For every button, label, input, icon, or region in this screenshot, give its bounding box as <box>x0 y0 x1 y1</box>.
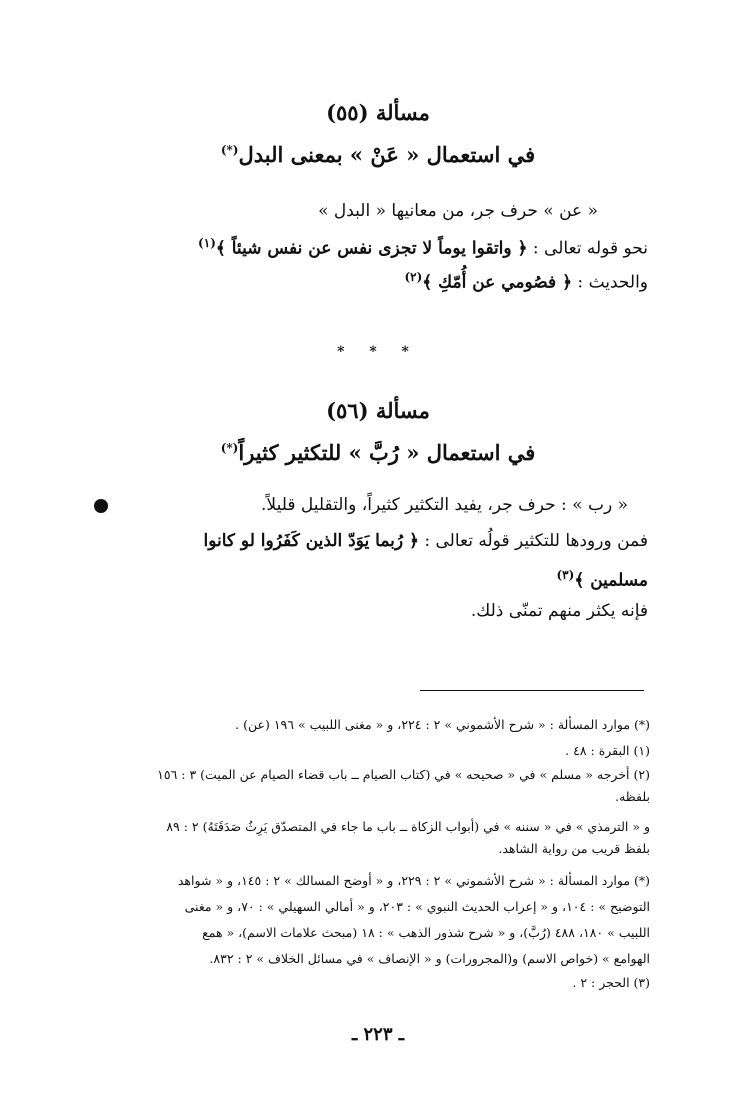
section-55-line-3 <box>0 262 648 298</box>
footnote-star-2-line-4: الهوامع » (خواص الاسم) و(المجرورات) و « الإنصاف » في مسائل الخلاف » ٢ : ٨٣٢. <box>209 951 650 966</box>
section-55-hadith: ﴿ فصُومي عن أُمّكِ ﴾ <box>422 272 573 293</box>
footnote-1: (١) البقرة : ٤٨ . <box>565 743 650 758</box>
section-56-verse-part-2: مسلمين ﴾ <box>574 570 648 591</box>
section-56-title <box>0 440 756 465</box>
bullet-icon <box>94 499 108 513</box>
section-56-line-3 <box>0 560 648 596</box>
footnote-star-1: (*) موارد المسألة : « شرح الأشموني » ٢ : ٢٢٤، و « مغنى اللبيب » ١٩٦ (عن) . <box>235 717 650 732</box>
section-55-title <box>0 142 756 167</box>
footnote-ref-3: (٣) <box>556 568 575 582</box>
footnote-star-2: (*) موارد المسألة : « شرح الأشموني » ٢ : ٢٢٩، و « أوضح المسالك » ٢ : ١٤٥، و « شواهد <box>177 873 650 888</box>
footnote-star-2-line-2: التوضيح » : ١٠٤، و « إعراب الحديث النبوي » : ٢٠٣، و « أمالي السهيلي » : ٧٠، و « مغنى <box>184 899 650 914</box>
section-56-title-mark: (*) <box>220 441 239 455</box>
footnote-ref-1: (١) <box>198 236 216 250</box>
footnote-star-2-line-3: اللبيب » ١٨٠، ٤٨٨ (رُبَّ)، و « شرح شذور الذهب » : ١٨ (مبحث علامات الاسم)، « همع <box>202 925 650 940</box>
footnote-2-cont: بلفظه. <box>615 789 650 804</box>
footnote-2-tirmidhi-cont: بلفظ قريب من رواية الشاهد. <box>498 841 650 856</box>
section-55-line-2-lead: نحو قوله تعالى : <box>527 238 648 259</box>
section-55-line-3-lead: والحديث : <box>572 272 648 293</box>
section-55-line-1: « عن » حرف جر، من معانيها « البدل » <box>318 201 598 221</box>
section-56-line-1-text: « رب » : حرف جر، يفيد التكثير كثيراً، والتقليل قليلاً. <box>261 495 628 515</box>
section-56-title-text: في استعمال « رُبَّ » للتكثير كثيراً <box>238 440 536 465</box>
footnote-ref-2: (٢) <box>404 270 423 284</box>
section-56-line-2 <box>0 526 648 556</box>
page-number: ـ ٢٢٣ ـ <box>351 1024 405 1045</box>
section-56-heading: مسألة (٥٦) <box>326 398 430 423</box>
section-55-verse-1: ﴿ واتقوا يوماً لا تجزى نفس عن نفس شيئاً ﴾ <box>215 238 528 259</box>
section-56-line-2-lead: فمن ورودها للتكثير قولُه تعالى : <box>418 531 648 551</box>
section-55-title-mark: (*) <box>220 143 239 157</box>
section-55-title-text: في استعمال « عَنْ » بمعنى البدل <box>238 142 536 167</box>
section-56-line-4: فإنه يكثر منهم تمنّى ذلك. <box>470 601 648 621</box>
section-55-line-2 <box>0 228 648 264</box>
footnote-divider <box>420 690 644 691</box>
section-separator: * * * <box>337 344 419 360</box>
footnote-3: (٣) الحجر : ٢ . <box>572 975 650 990</box>
section-55-heading: مسألة (٥٥) <box>326 100 430 125</box>
section-56-verse-part-1: ﴿ رُبما يَوَدّ الذين كَفَرُوا لو كانوا <box>203 531 419 551</box>
footnote-2-tirmidhi: و « الترمذي » في « سننه » في (أبواب الزكاة ــ باب ما جاء في المتصدّق يَرِثُ صَدَقَتَهُ) ٢ : ٨٩ <box>166 819 650 834</box>
footnote-2: (٢) أخرجه « مسلم » في « صحيحه » في (كتاب الصيام ــ باب قضاء الصيام عن الميت) ٣ : ١٥٦ <box>157 767 650 782</box>
section-56-line-1 <box>0 490 628 520</box>
